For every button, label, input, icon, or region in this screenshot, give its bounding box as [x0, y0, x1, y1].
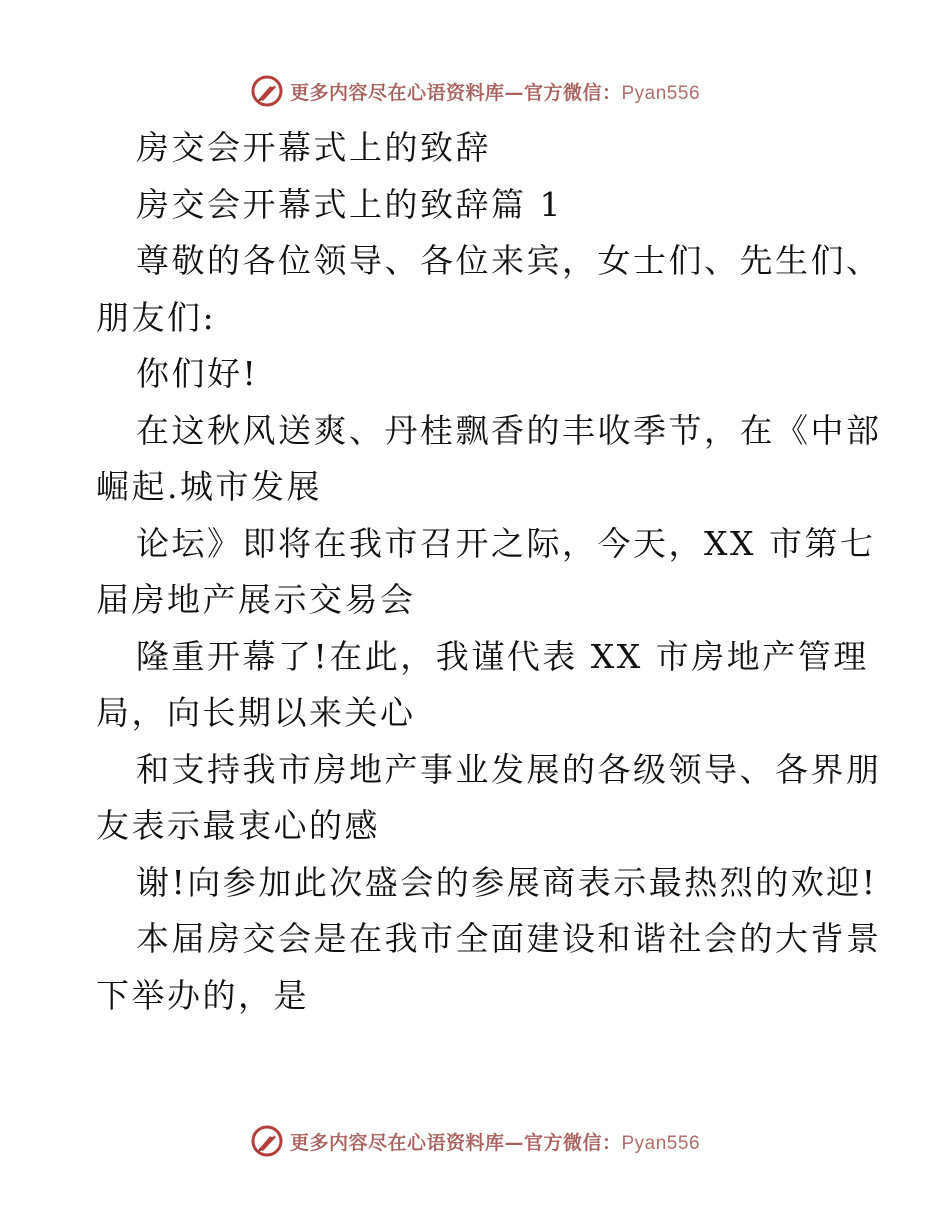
footer-watermark — [0, 1121, 950, 1161]
header-watermark — [0, 71, 950, 111]
quill-pen-logo-icon — [250, 74, 284, 108]
text-line: 隆重开幕了!在此，我谨代表 XX 市房地产管理 — [136, 636, 869, 676]
document-body — [96, 120, 882, 1024]
text-line: 你们好! — [136, 354, 259, 393]
text-line: 在这秋风送爽、丹桂飘香的丰收季节，在《中部 — [136, 410, 882, 450]
text-line: 本届房交会是在我市全面建设和谐社会的大背景 — [136, 919, 882, 958]
watermark-text: 更多内容尽在心语资料库—官方微信：Pyan556 — [289, 1131, 701, 1154]
text-line: 下举办的，是 — [96, 975, 309, 1015]
text-line: 届房地产展示交易会 — [96, 580, 416, 619]
text-line: 房交会开幕式上的致辞 — [136, 128, 491, 167]
watermark-wechat-id: Pyan556 — [621, 1132, 701, 1154]
text-line: 和支持我市房地产事业发展的各级领导、各界朋 — [136, 749, 882, 789]
text-line: 谢!向参加此次盛会的参展商表示最热烈的欢迎! — [136, 862, 878, 902]
quill-pen-logo-icon — [250, 1124, 284, 1158]
text-line: 论坛》即将在我市召开之际，今天，XX 市第七 — [136, 523, 876, 563]
watermark-wechat-id: Pyan556 — [621, 82, 701, 104]
text-line: 局，向长期以来关心 — [96, 693, 416, 732]
text-line: 崛起.城市发展 — [96, 467, 322, 506]
text-line: 朋友们: — [96, 297, 217, 337]
text-line: 尊敬的各位领导、各位来宾，女士们、先生们、 — [136, 241, 882, 280]
text-line: 房交会开幕式上的致辞篇 1 — [136, 184, 563, 224]
watermark-text: 更多内容尽在心语资料库—官方微信：Pyan556 — [289, 81, 701, 104]
text-line: 友表示最衷心的感 — [96, 806, 380, 845]
